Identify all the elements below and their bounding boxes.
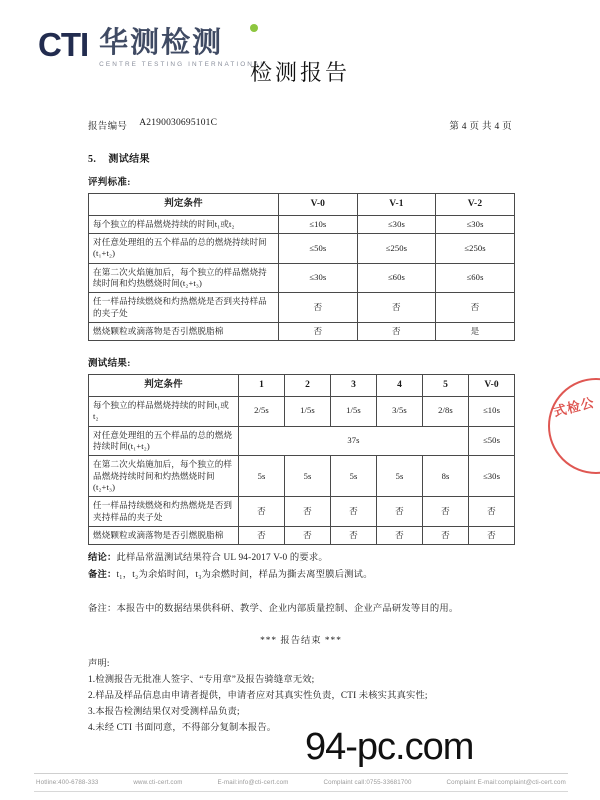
- logo-mark-text: CTI: [38, 26, 89, 63]
- results-condition-cell: 在第二次火焰施加后，每个独立的样品燃烧持续时间和灼热燃烧时间(t₂+t₃): [89, 456, 239, 497]
- results-sample-cell: 3/5s: [377, 396, 423, 426]
- criteria-value-cell: ≤30s: [279, 263, 358, 293]
- results-sample-cell: 否: [331, 526, 377, 544]
- criteria-condition-cell: 对任意处理组的五个样品的总的燃烧持续时间(t₁+t₂): [89, 233, 279, 263]
- results-sample-cell: 否: [423, 497, 469, 527]
- results-table-body: [89, 396, 515, 544]
- results-table-caption: 测试结果:: [88, 359, 131, 370]
- criteria-value-cell: ≤30s: [436, 215, 515, 233]
- table-row: [89, 526, 515, 544]
- results-sample-cell: 2/5s: [239, 396, 285, 426]
- results-sample-cell: 否: [285, 526, 331, 544]
- results-header-sample-5: 5: [423, 375, 469, 397]
- footer-contact-row: [34, 774, 568, 791]
- table-row: [89, 215, 515, 233]
- criteria-value-cell: 是: [436, 322, 515, 340]
- criteria-value-cell: ≤50s: [279, 233, 358, 263]
- official-seal-stamp: [548, 378, 600, 474]
- results-sample-cell: 5s: [331, 456, 377, 497]
- footer-divider-bottom: [34, 791, 568, 792]
- results-sample-cell: 否: [331, 497, 377, 527]
- footer-hotline: Hotline:400-6788-333: [36, 779, 99, 786]
- page-header: [0, 22, 600, 92]
- results-condition-cell: 对任意处理组的五个样品的总的燃烧持续时间(t₁+t₂): [89, 426, 239, 456]
- site-watermark: 94-pc.com: [305, 726, 474, 768]
- results-merged-value-cell: 37s: [239, 426, 469, 456]
- report-number-value: A2190030695101C: [139, 118, 218, 128]
- results-sample-cell: 否: [239, 497, 285, 527]
- results-sample-cell: 5s: [239, 456, 285, 497]
- table-row: [89, 233, 515, 263]
- report-body: [88, 150, 514, 737]
- logo-chinese-name: 华测检测: [99, 27, 224, 59]
- criteria-condition-cell: 任一样品持续燃烧和灼热燃烧是否到夹持样品的夹子处: [89, 293, 279, 323]
- note-two-line: 备注：本报告中的数据结果供科研、教学、企业内部质量控制、企业产品研发等目的用。: [88, 604, 459, 615]
- results-header-v0: V-0: [469, 375, 515, 397]
- footer-website[interactable]: www.cti-cert.com: [133, 779, 183, 786]
- criteria-value-cell: 否: [357, 322, 436, 340]
- table-row: [89, 293, 515, 323]
- declaration-item: 4.未经 CTI 书面同意，不得部分复制本报告。: [88, 723, 277, 734]
- criteria-value-cell: ≤250s: [436, 233, 515, 263]
- note-one-label: 备注：: [88, 570, 117, 581]
- results-sample-cell: 否: [423, 526, 469, 544]
- conclusion-line: [88, 552, 514, 566]
- results-limit-cell: ≤10s: [469, 396, 515, 426]
- table-row: [89, 426, 515, 456]
- results-condition-cell: 燃烧颗粒或滴落物是否引燃脱脂棉: [89, 526, 239, 544]
- logo-english-name: CENTRE TESTING INTERNATIONAL: [99, 61, 267, 68]
- table-row: [89, 322, 515, 340]
- criteria-header-condition: 判定条件: [89, 194, 279, 216]
- declaration-item: 2.样品及样品信息由申请者提供，申请者应对其真实性负责，CTI 未核实其真实性;: [88, 691, 428, 702]
- results-sample-cell: 5s: [377, 456, 423, 497]
- table-row: [89, 263, 515, 293]
- criteria-table: [88, 193, 515, 341]
- report-meta: [88, 118, 512, 132]
- criteria-header-v1: V-1: [357, 194, 436, 216]
- conclusion-text: 此样品常温测试结果符合 UL 94-2017 V-0 的要求。: [116, 553, 328, 564]
- note-one-text: t₁，t₂为余焰时间，t₃为余燃时间，样品为撕去离型膜后测试。: [116, 570, 373, 581]
- results-table: [88, 374, 515, 545]
- criteria-table-body: [89, 215, 515, 341]
- results-header-sample-1: 1: [239, 375, 285, 397]
- criteria-condition-cell: 燃烧颗粒或滴落物是否引燃脱脂棉: [89, 322, 279, 340]
- results-condition-cell: 每个独立的样品燃烧持续的时间t₁或t₂: [89, 396, 239, 426]
- table-row: [89, 396, 515, 426]
- section-number: 5.: [88, 154, 97, 165]
- table-header-row: [89, 194, 515, 216]
- results-limit-cell: 否: [469, 497, 515, 527]
- results-header-sample-3: 3: [331, 375, 377, 397]
- results-header-condition: 判定条件: [89, 375, 239, 397]
- results-sample-cell: 否: [285, 497, 331, 527]
- section-heading: [88, 150, 514, 165]
- logo-green-dot-icon: [250, 24, 258, 32]
- footer-email[interactable]: E-mail:info@cti-cert.com: [217, 779, 289, 786]
- declaration-title: 声明:: [88, 659, 110, 670]
- criteria-value-cell: 否: [279, 322, 358, 340]
- page-footer: [34, 773, 568, 792]
- table-header-row: [89, 375, 515, 397]
- results-sample-cell: 5s: [285, 456, 331, 497]
- footer-complaint-call: Complaint call:0755-33681700: [323, 779, 412, 786]
- results-limit-cell: ≤30s: [469, 456, 515, 497]
- criteria-value-cell: 否: [357, 293, 436, 323]
- results-sample-cell: 否: [377, 497, 423, 527]
- note-one-line: [88, 569, 514, 583]
- results-sample-cell: 2/8s: [423, 396, 469, 426]
- page-title: 检测报告: [249, 60, 350, 85]
- section-title: 测试结果: [108, 154, 150, 165]
- official-seal-text: 式检公: [551, 394, 597, 420]
- results-condition-cell: 任一样品持续燃烧和灼热燃烧是否到夹持样品的夹子处: [89, 497, 239, 527]
- criteria-value-cell: ≤10s: [279, 215, 358, 233]
- criteria-value-cell: ≤60s: [436, 263, 515, 293]
- criteria-header-v2: V-2: [436, 194, 515, 216]
- results-header-sample-4: 4: [377, 375, 423, 397]
- criteria-value-cell: ≤60s: [357, 263, 436, 293]
- conclusion-label: 结论：: [88, 553, 117, 564]
- report-number-group: [88, 118, 217, 132]
- criteria-condition-cell: 在第二次火焰施加后，每个独立的样品燃烧持续时间和灼热燃烧时间(t₂+t₃): [89, 263, 279, 293]
- criteria-value-cell: ≤30s: [357, 215, 436, 233]
- results-limit-cell: 否: [469, 526, 515, 544]
- criteria-condition-cell: 每个独立的样品燃烧持续的时间t₁或t₂: [89, 215, 279, 233]
- results-limit-cell: ≤50s: [469, 426, 515, 456]
- results-sample-cell: 否: [239, 526, 285, 544]
- criteria-table-caption: 评判标准:: [88, 178, 131, 188]
- results-header-sample-2: 2: [285, 375, 331, 397]
- results-sample-cell: 1/5s: [331, 396, 377, 426]
- report-number-label: 报告编号: [88, 122, 128, 132]
- footer-complaint-email[interactable]: Complaint E-mail:complaint@cti-cert.com: [446, 779, 566, 786]
- criteria-value-cell: ≤250s: [357, 233, 436, 263]
- criteria-value-cell: 否: [279, 293, 358, 323]
- declaration-block: [88, 657, 514, 737]
- criteria-value-cell: 否: [436, 293, 515, 323]
- report-end-marker: *** 报告结束 ***: [260, 636, 342, 647]
- page-indicator: 第 4 页 共 4 页: [449, 122, 512, 132]
- results-sample-cell: 1/5s: [285, 396, 331, 426]
- table-row: [89, 497, 515, 527]
- table-row: [89, 456, 515, 497]
- declaration-item: 3.本报告检测结果仅对受测样品负责;: [88, 707, 240, 718]
- declaration-item: 1.检测报告无批准人签字、“专用章”及报告骑缝章无效;: [88, 675, 315, 686]
- results-sample-cell: 8s: [423, 456, 469, 497]
- criteria-header-v0: V-0: [279, 194, 358, 216]
- results-sample-cell: 否: [377, 526, 423, 544]
